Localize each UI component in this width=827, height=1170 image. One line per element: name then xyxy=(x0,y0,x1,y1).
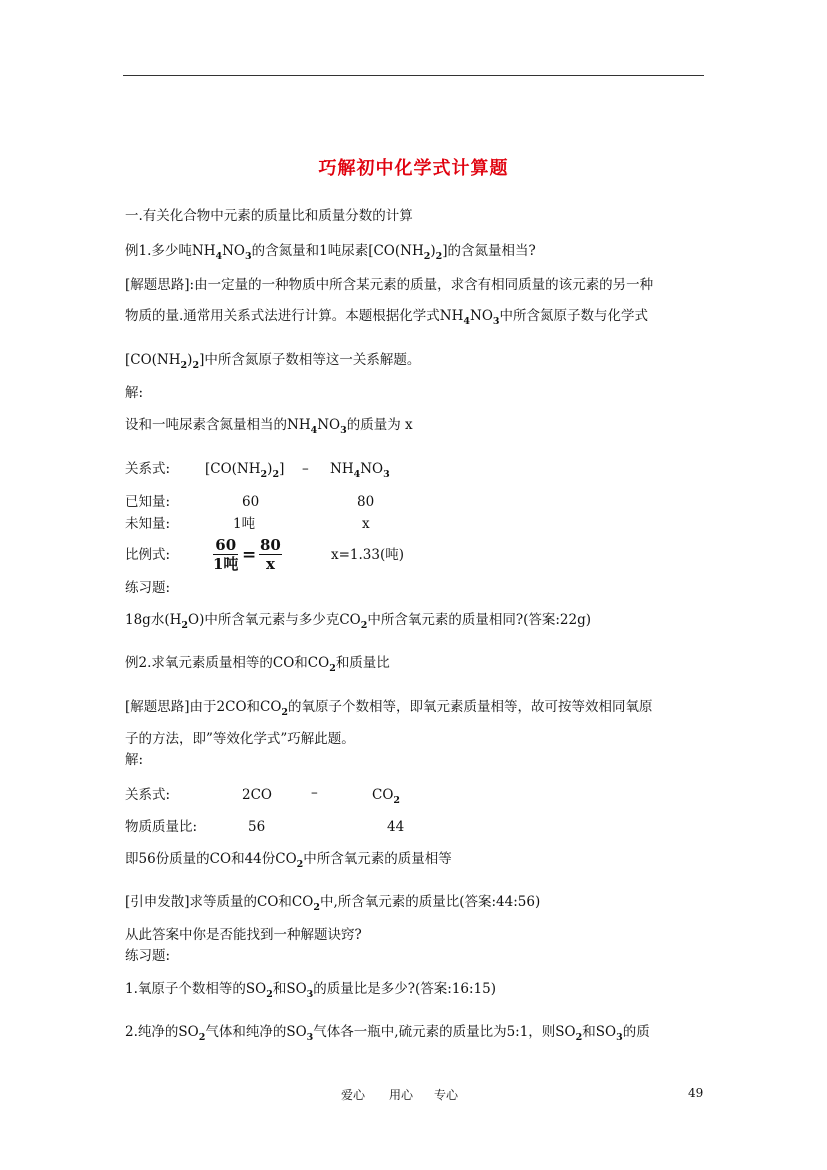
question-line: 从此答案中你是否能找到一种解题诀窍? xyxy=(125,927,362,943)
example-1: 例1.多少吨$NH_4NO_3$的含氮量和1吨尿素$[CO(NH_2)_2]$的含氮量相当? xyxy=(125,243,536,262)
think2-line-1: [解题思路]由于2CO和$CO_2$的氧原子个数相等，即氧元素质量相等，故可按等效相同氧原 xyxy=(125,699,653,718)
fraction-2: $\frac{80}{x}$ xyxy=(260,536,281,573)
set-line: 设和一吨尿素含氮量相当的$NH_4NO_3$的质量为 x xyxy=(125,417,413,436)
practice-1-label: 练习题: xyxy=(125,580,171,596)
question-1: 1.氧原子个数相等的$SO_2$和$SO_3$的质量比是多少?(答案:16:15) xyxy=(125,981,497,1000)
mass-ratio-a: 56 xyxy=(248,819,266,835)
relation-2-dash: – xyxy=(311,785,318,801)
mass-ratio-b: 44 xyxy=(387,819,405,835)
relation-1-dash: – xyxy=(302,461,309,477)
page-number: 49 xyxy=(688,1086,704,1100)
relation-2-label: 关系式: xyxy=(125,787,171,803)
relation-1-right: $NH_4NO_3$ xyxy=(330,461,390,480)
relation-2-right: $CO_2$ xyxy=(372,787,401,806)
unknown-a: 1吨 xyxy=(233,516,256,532)
extension: [引申发散]求等质量的CO和$CO_2$中,所含氧元素的质量比(答案:44:56) xyxy=(125,894,541,913)
section-heading: 一.有关化合物中元素的质量比和质量分数的计算 xyxy=(125,208,413,224)
practice-1: 18g水$(H_2O)$中所含氧元素与多少克$CO_2$中所含氧元素的质量相同?(答案:22g) xyxy=(125,612,591,631)
ratio-equals: = xyxy=(242,545,257,565)
think2-line-2: 子的方法，即”等效化学式”巧解此题。 xyxy=(125,731,355,747)
mass-ratio-label: 物质质量比: xyxy=(125,819,198,835)
solution-2-label: 解: xyxy=(125,752,144,768)
relation-2-left: 2CO xyxy=(242,787,272,803)
unknown-label: 未知量: xyxy=(125,516,171,532)
think-line-1: [解题思路]:由一定量的一种物质中所含某元素的质量，求含有相同质量的该元素的另一种 xyxy=(125,277,654,293)
example-2: 例2.求氧元素质量相等的CO和$CO_2$和质量比 xyxy=(125,655,390,674)
known-a: 60 xyxy=(242,494,260,510)
footer-left: 爱心 xyxy=(341,1088,366,1102)
question-2: 2.纯净的$SO_2$气体和纯净的$SO_3$气体各一瓶中,硫元素的质量比为5:1，则$SO_2$和$SO_3$的质 xyxy=(125,1024,650,1043)
known-b: 80 xyxy=(357,494,375,510)
solution-label: 解: xyxy=(125,385,144,401)
relation-1-left: $[CO(NH_2)_2]$ xyxy=(205,461,285,480)
ratio-result: x=1.33(吨) xyxy=(331,547,405,563)
think-line-2: 物质的量.通常用关系式法进行计算。本题根据化学式$NH_4NO_3$中所含氮原子数与化学式 xyxy=(125,308,649,327)
relation-1-label: 关系式: xyxy=(125,461,171,477)
known-label: 已知量: xyxy=(125,494,171,510)
footer-mid: 用心 xyxy=(389,1088,414,1102)
fraction-1: 60 1吨 xyxy=(213,536,239,573)
page-title: 巧解初中化学式计算题 xyxy=(318,158,509,179)
unknown-b: x xyxy=(362,516,370,532)
think-line-3: $[CO(NH_2)_2]$中所含氮原子数相等这一关系解题。 xyxy=(125,352,421,371)
header-rule xyxy=(123,75,704,76)
conclusion: 即56份质量的CO和44份$CO_2$中所含氧元素的质量相等 xyxy=(125,851,452,870)
practice-2-label: 练习题: xyxy=(125,948,171,964)
ratio-label: 比例式: xyxy=(125,547,171,563)
footer-right: 专心 xyxy=(434,1088,459,1102)
